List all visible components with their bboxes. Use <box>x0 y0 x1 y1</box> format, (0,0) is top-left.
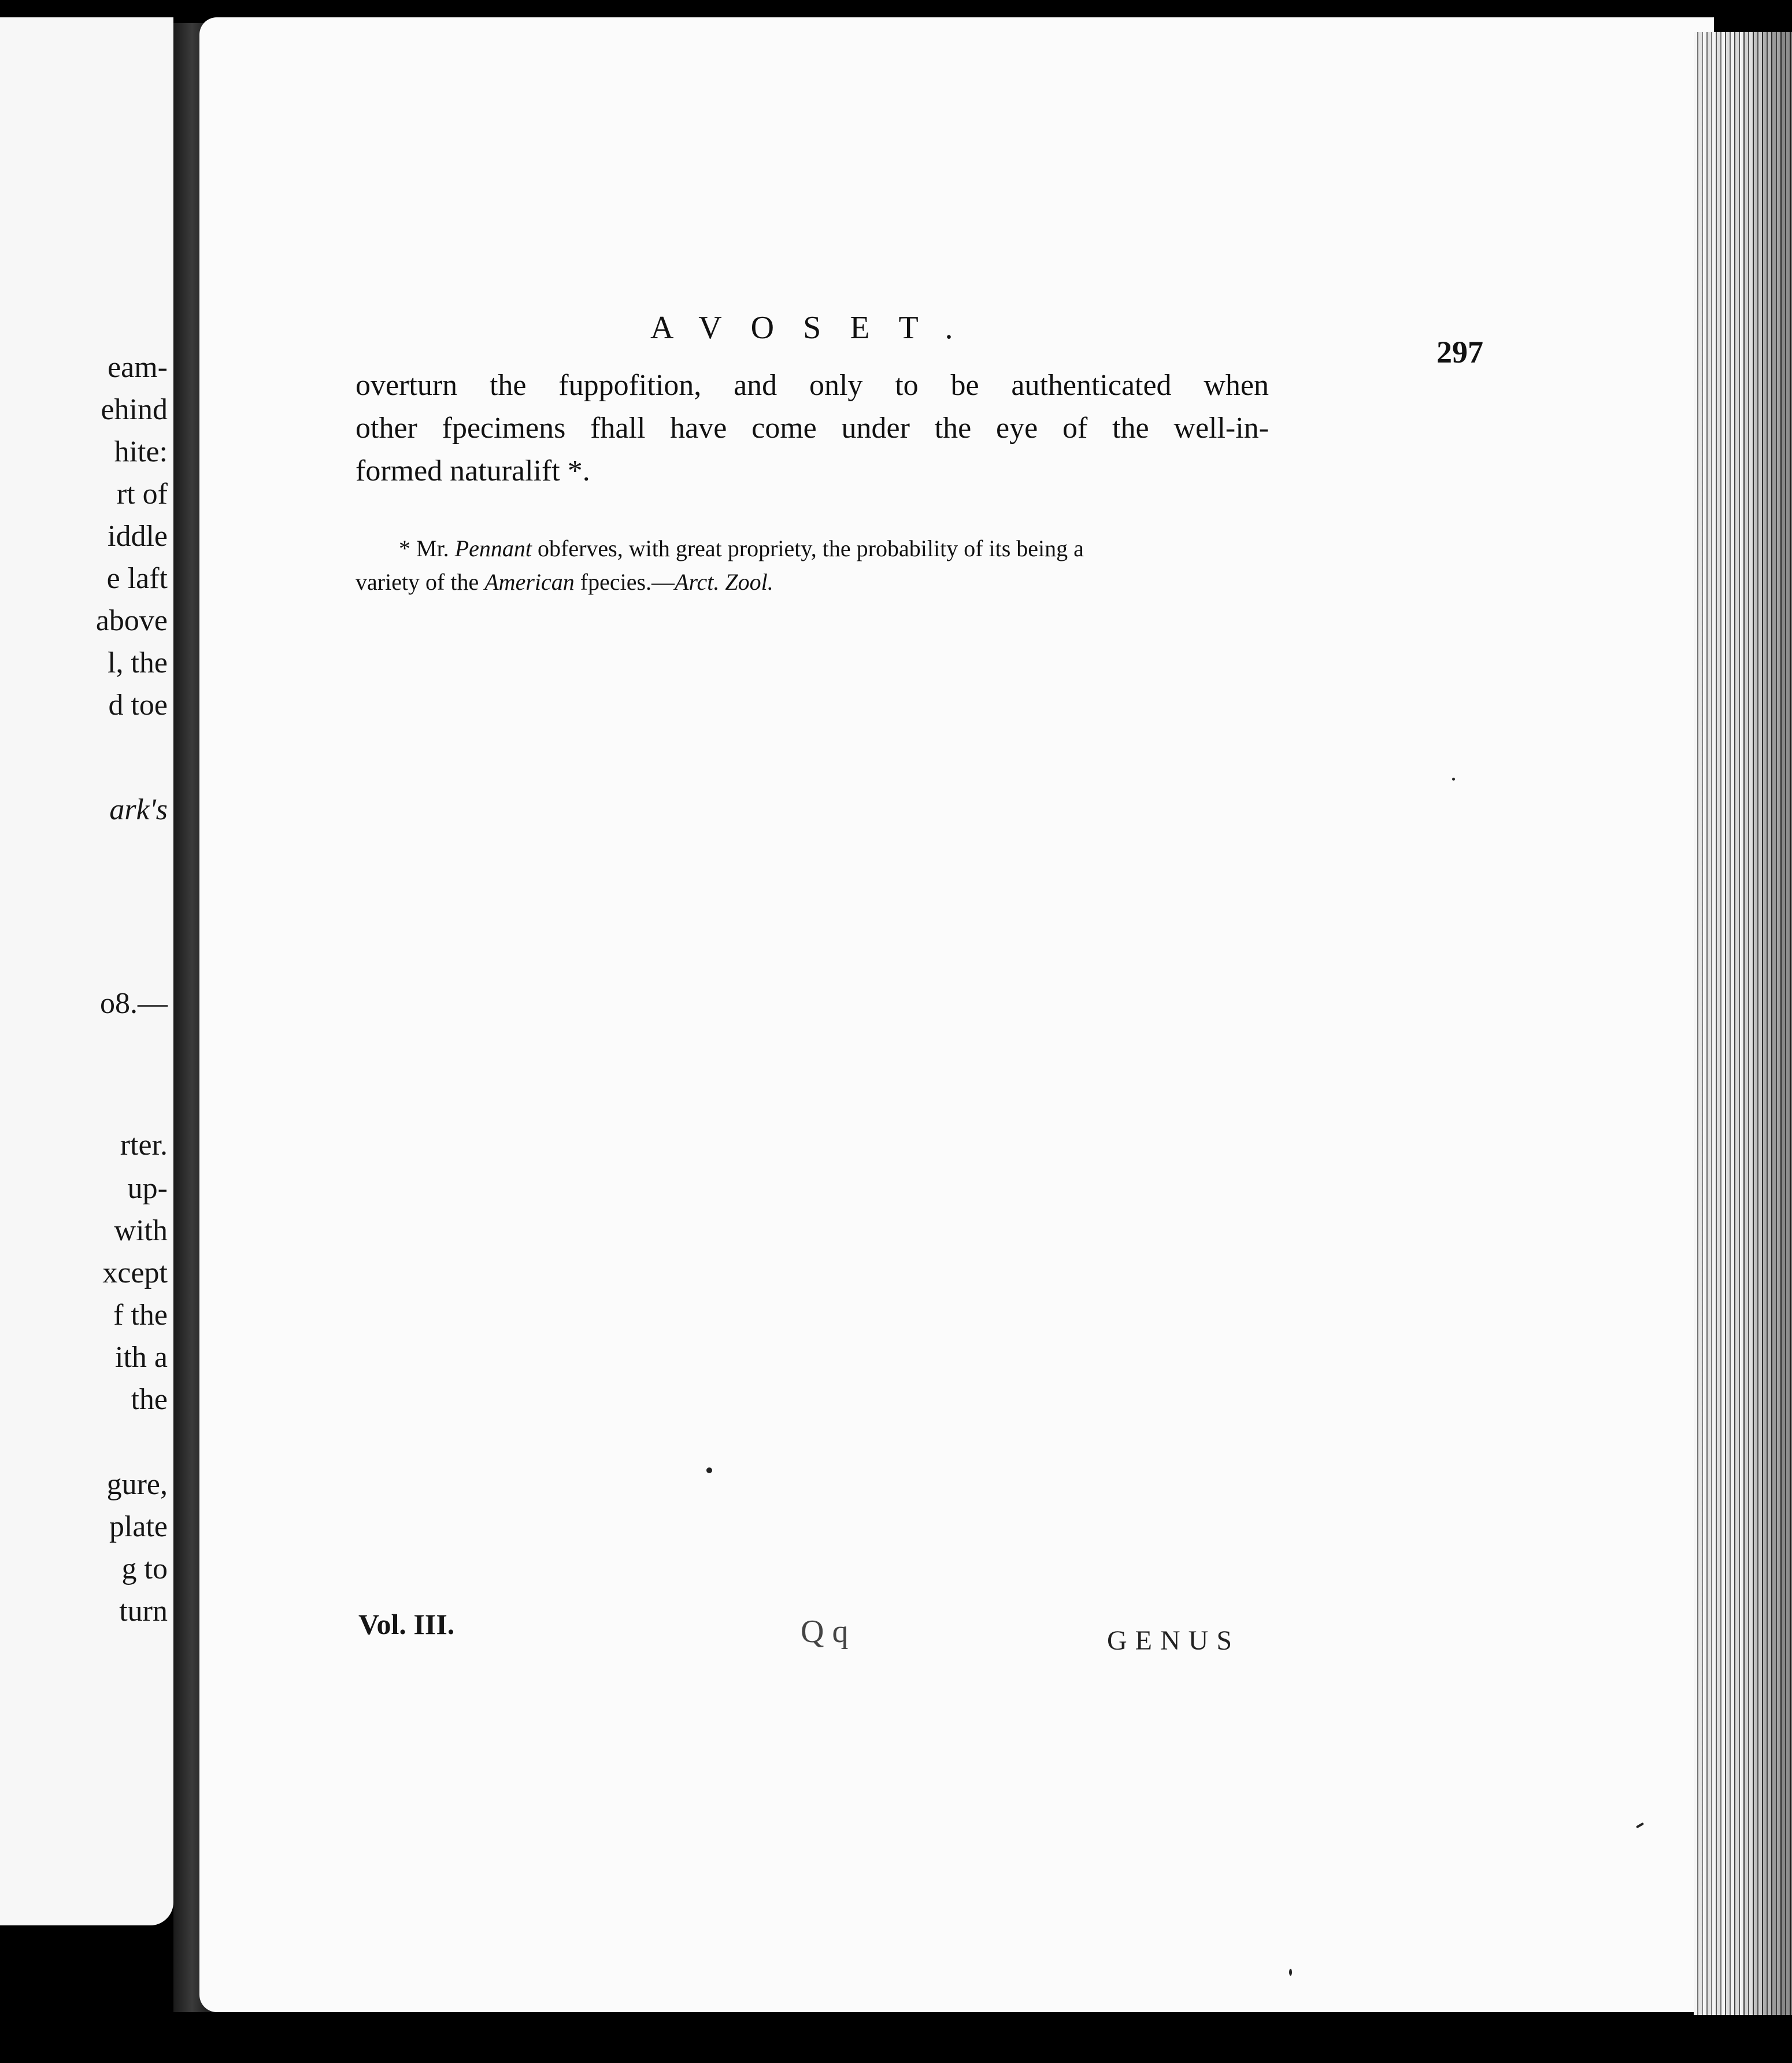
footnote-species-name: American <box>484 569 575 595</box>
page-number: 297 <box>1436 335 1483 369</box>
scan-speck <box>1452 778 1455 781</box>
running-head: AVOSET. <box>650 310 982 346</box>
footnote-text: obferves, with great propriety, the probability of its being a <box>538 535 1084 561</box>
scan-speck <box>1289 1969 1292 1976</box>
footnote-text: variety of the <box>356 569 479 595</box>
body-line: overturn the fuppofition, and only to be authenticated when <box>356 369 1269 402</box>
left-page-line: gure, <box>106 1468 168 1501</box>
left-page-line: ith a <box>115 1341 168 1374</box>
left-page-line: g to <box>121 1552 168 1585</box>
left-page-line: e laft <box>106 562 168 595</box>
footnote-reference: Arct. Zool. <box>675 569 773 595</box>
left-page-line: eam- <box>108 351 168 384</box>
left-page-line: hite: <box>114 435 168 468</box>
footnote-line <box>356 565 1269 599</box>
left-page-line: up- <box>127 1172 168 1205</box>
left-page-line: plate <box>109 1510 168 1543</box>
left-page-line: rt of <box>116 478 168 511</box>
body-line: formed naturalift *. <box>356 454 590 487</box>
page-edges-shade <box>1694 32 1792 2015</box>
left-page-line: with <box>114 1214 168 1247</box>
left-page-line: rter. <box>120 1129 168 1162</box>
footnote <box>356 532 1269 599</box>
left-page-line: the <box>131 1383 168 1416</box>
footnote-author: Pennant <box>454 535 532 561</box>
left-page-line: o8.— <box>100 987 168 1020</box>
left-page-line: d toe <box>108 689 168 722</box>
left-page-line: xcept <box>102 1256 168 1289</box>
catchword: GENUS <box>1107 1625 1241 1656</box>
footnote-text: fpecies.— <box>580 569 675 595</box>
left-page-line: turn <box>119 1595 168 1628</box>
scan-speck <box>706 1467 712 1473</box>
footnote-marker: * Mr. <box>399 535 449 561</box>
body-text <box>356 364 1269 493</box>
body-line: other fpecimens fhall have come under the eye of the well-in- <box>356 412 1269 445</box>
left-page-line: l, the <box>108 646 168 679</box>
left-page-line: f the <box>113 1299 168 1332</box>
volume-signature: Vol. III. <box>358 1608 455 1640</box>
left-page-line: above <box>95 604 168 637</box>
left-page-line: iddle <box>108 520 168 553</box>
footnote-line <box>356 532 1269 565</box>
left-page-line: ehind <box>101 393 168 426</box>
sheet-mark: Q q <box>801 1614 849 1650</box>
left-page <box>0 17 173 1925</box>
left-page-line: ark's <box>109 793 168 826</box>
